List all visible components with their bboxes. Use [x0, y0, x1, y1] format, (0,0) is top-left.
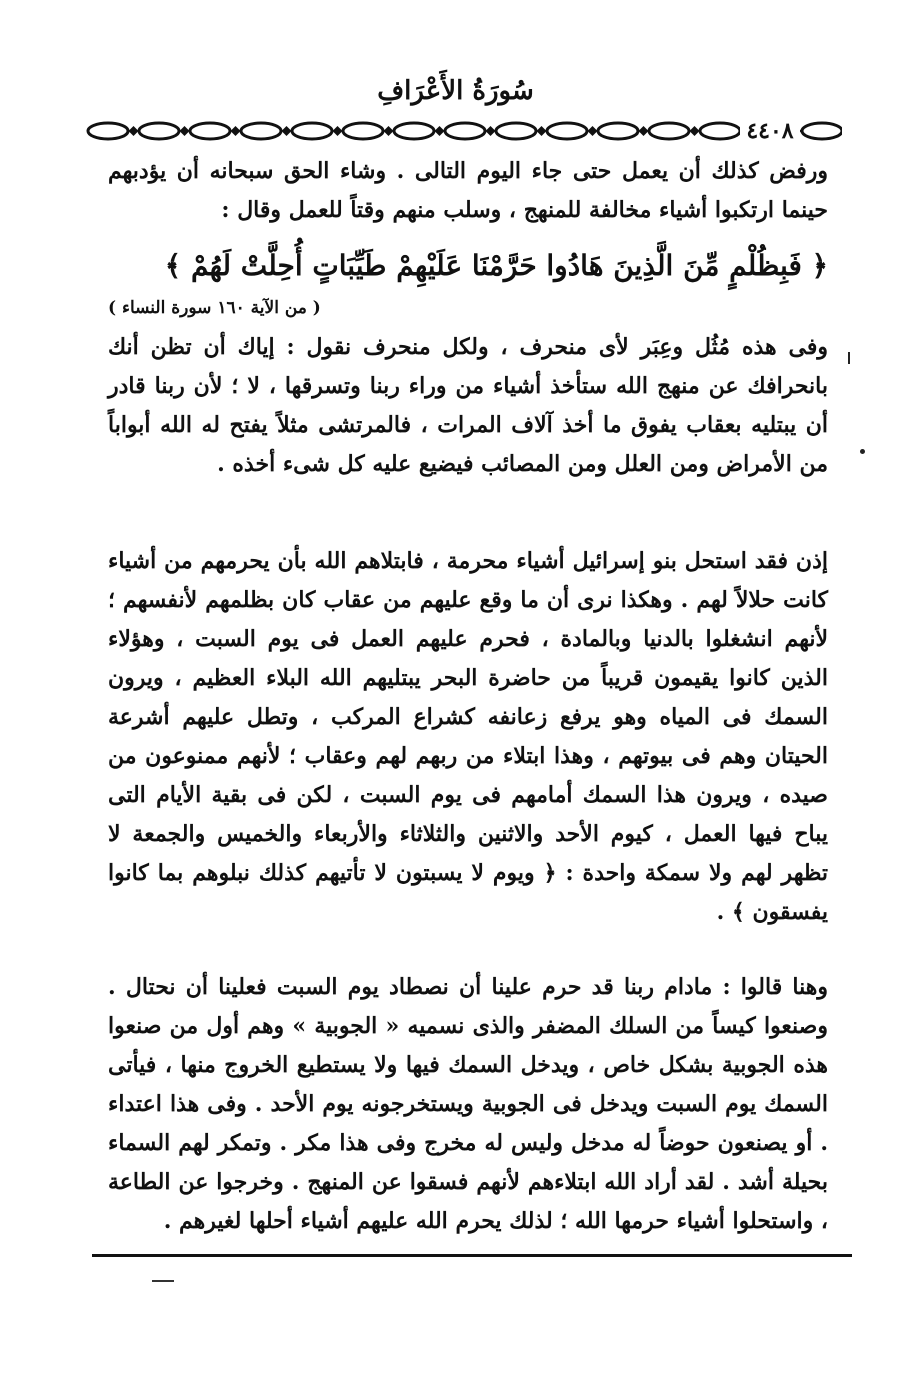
paragraph-4: وهنا قالوا : مادام ربنا قد حرم علينا أن نصطاد يوم السبت فعلينا أن نحتال . وصنعوا كيساً من السلك المضفر والذى نسميه « الجوبية » وهم أول من صنعوا هذه الجوبية بشكل خاص ، ويدخل السمك فيها ولا يستطيع الخروج منها ، فيأتى السمك يوم السبت ويدخل فى الجوبية ويستخرجونه يوم الأحد . وفى هذا اعتداء . أو يصنعون حوضاً له مدخل وليس له مخرج وفى هذا مكر . وتمكر لهم السماء بحيلة أشد . لقد أراد الله ابتلاءهم لأنهم فسقوا عن المنهج . وخرجوا عن الطاعة ، واستحلوا أشياء حرمها الله ؛ لذلك يحرم الله عليهم أشياء أحلها لغيرهم .: [108, 974, 828, 1234]
chain-link-icon: [190, 123, 230, 139]
chain-link-icon: [445, 123, 485, 139]
paragraph-spacer: [108, 932, 828, 968]
chain-link-icon: [802, 123, 842, 139]
chain-diamond-icon: [180, 126, 190, 136]
chain-link-icon: [343, 123, 383, 139]
chain-diamond-icon: [129, 126, 139, 136]
chain-diamond-icon: [690, 126, 700, 136]
page-body: [108, 152, 828, 1241]
chain-link-icon: [547, 123, 587, 139]
chain-ornament-icon: [86, 116, 842, 146]
chain-link-icon: [394, 123, 434, 139]
header-ornament-border: [86, 116, 842, 146]
chain-diamond-icon: [537, 126, 547, 136]
chain-link-icon: [88, 123, 128, 139]
paragraph-2: وفى هذه مُثُل وعِبَر لأى منحرف ، ولكل منحرف نقول : إياك أن تظن أنك بانحرافك عن منهج الله ستأخذ أشياء من وراء ربنا وتسرقها ، لا ؛ لأن ربنا قادر أن يبتليه بعقاب يفوق ما أخذ آلاف المرات ، فالمرتشى مثلاً يفتح له الله أبواباً من الأمراض ومن العلل ومن المصائب فيضيع عليه كل شىء أخذه .: [108, 334, 828, 477]
chain-diamond-icon: [384, 126, 394, 136]
footer-mark: [152, 1280, 174, 1282]
chain-link-icon: [241, 123, 281, 139]
chain-diamond-icon: [333, 126, 343, 136]
margin-dot: [860, 449, 865, 454]
footer-rule: [92, 1254, 852, 1257]
chain-link-icon: [496, 123, 536, 139]
margin-mark: [848, 352, 850, 364]
chain-link-icon: [292, 123, 332, 139]
paragraph-1: ورفض كذلك أن يعمل حتى جاء اليوم التالى . وشاء الحق سبحانه أن يؤدبهم حينما ارتكبوا أشياء مخالفة للمنهج ، وسلب منهم وقتاً للعمل وقال :: [108, 158, 828, 223]
chain-diamond-icon: [435, 126, 445, 136]
chain-link-icon: [649, 123, 689, 139]
paragraph-3: إذن فقد استحل بنو إسرائيل أشياء محرمة ، فابتلاهم الله بأن يحرمهم من أشياء كانت حلالاً لهم . وهكذا نرى أن ما وقع عليهم من عقاب كان بظلمهم لأنفسهم ؛ لأنهم انشغلوا بالدنيا وبالمادة ، فحرم عليهم العمل فى يوم السبت ، وهؤلاء الذين كانوا يقيمون قريباً من حاضرة البحر يبتليهم الله البلاء العظيم ، ويرون السمك فى المياه وهو يرفع زعانفه كشراع المركب ، وتطل عليهم أشرعة الحيتان وهم فى بيوتهم ، وهذا ابتلاء من ربهم لهم وعقاب ؛ لأنهم ممنوعون من صيده ، ويرون هذا السمك أمامهم فى يوم السبت ، لكن فى بقية الأيام التى يباح فيها العمل ، كيوم الأحد والاثنين والثلاثاء والأربعاء والخميس والجمعة لا تظهر لهم ولا سمكة واحدة : ﴿ ويوم لا يسبتون لا تأتيهم كذلك نبلوهم بما كانوا يفسقون ﴾ .: [108, 548, 828, 925]
chain-diamond-icon: [282, 126, 292, 136]
quran-verse: ﴿ فَبِظُلْمٍ مِّنَ الَّذِينَ هَادُوا حَرَّمْنَا عَلَيْهِمْ طَيِّبَاتٍ أُحِلَّتْ لَهُمْ ﴾: [164, 249, 828, 282]
chain-diamond-icon: [486, 126, 496, 136]
page-number: ٤٤٠٨: [740, 116, 800, 146]
chain-diamond-icon: [639, 126, 649, 136]
chain-link-icon: [139, 123, 179, 139]
chain-diamond-icon: [231, 126, 241, 136]
verse-reference: ( من الآية ١٦٠ سورة النساء ): [108, 298, 321, 318]
surah-title: سُورَةُ الأَعْرَافِ: [377, 76, 534, 106]
paragraph-spacer: [108, 484, 828, 542]
chain-diamond-icon: [588, 126, 598, 136]
chain-link-icon: [700, 123, 740, 139]
chain-link-icon: [598, 123, 638, 139]
